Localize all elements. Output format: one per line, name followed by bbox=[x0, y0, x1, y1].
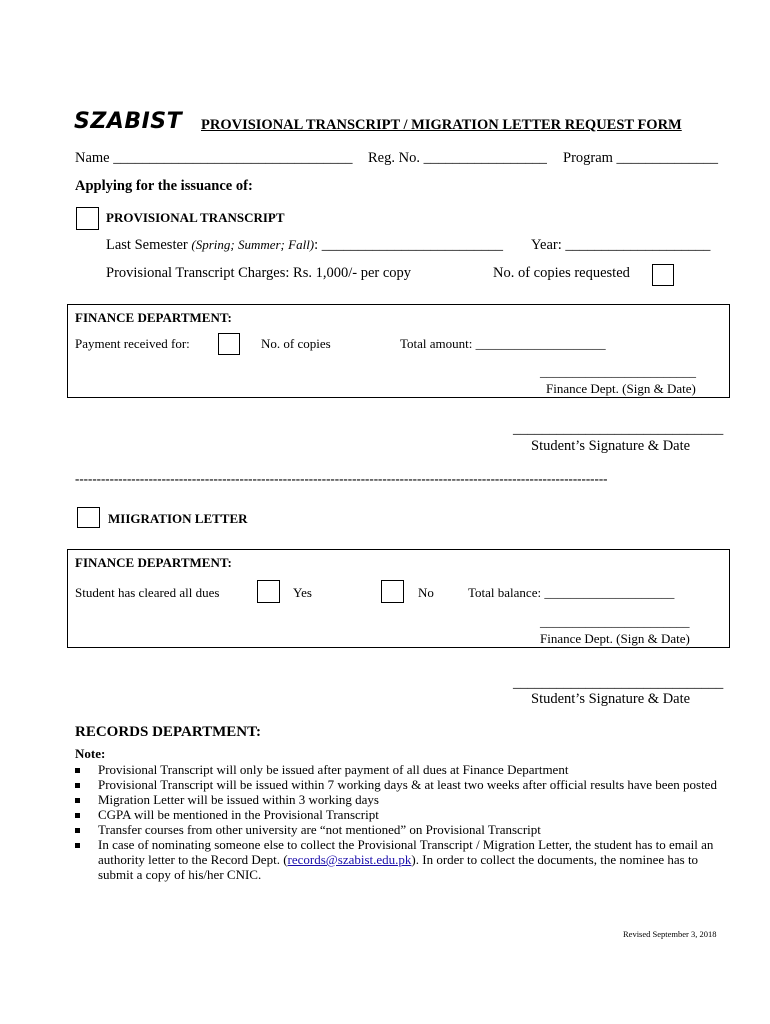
name-field[interactable]: Name _________________________________ bbox=[75, 150, 353, 166]
list-item: In case of nominating someone else to collect the Provisional Transcript / Migration Letter, the student has to email an authority letter to the Record Dept. (records@szabist.edu.pk). In order to collect the documents, the nominee has to submit a copy of his/her CNIC. bbox=[75, 837, 725, 882]
list-item: Migration Letter will be issued within 3 working days bbox=[75, 792, 725, 807]
note-label: Note: bbox=[75, 746, 106, 761]
bullet-icon bbox=[75, 768, 80, 773]
reg-no-field[interactable]: Reg. No. _________________ bbox=[368, 150, 547, 166]
program-field[interactable]: Program ______________ bbox=[563, 150, 719, 166]
finance-sign-line[interactable]: ________________________ bbox=[540, 364, 696, 379]
section-separator: --------------------------------------------------------------------------------------------------------------------------- bbox=[75, 471, 608, 486]
list-item: Transfer courses from other university are “not mentioned” on Provisional Transcript bbox=[75, 822, 725, 837]
last-semester-label: Last Semester bbox=[106, 237, 188, 253]
student-signature-label: Student’s Signature & Date bbox=[531, 438, 691, 454]
migration-letter-checkbox[interactable] bbox=[77, 507, 100, 528]
yes-label: Yes bbox=[293, 585, 312, 600]
finance-heading-2: FINANCE DEPARTMENT: bbox=[75, 555, 232, 570]
finance-sign-label-2: Finance Dept. (Sign & Date) bbox=[540, 631, 690, 646]
bullet-icon bbox=[75, 813, 80, 818]
student-signature-label-2: Student’s Signature & Date bbox=[531, 691, 691, 707]
notes-list bbox=[75, 762, 725, 882]
provisional-transcript-label: PROVISIONAL TRANSCRIPT bbox=[106, 210, 285, 225]
records-heading: RECORDS DEPARTMENT: bbox=[75, 724, 262, 740]
bullet-icon bbox=[75, 843, 80, 848]
revised-date: Revised September 3, 2018 bbox=[623, 929, 717, 939]
bullet-icon bbox=[75, 783, 80, 788]
list-item: Provisional Transcript will only be issued after payment of all dues at Finance Department bbox=[75, 762, 725, 777]
copies-requested-box[interactable] bbox=[652, 264, 674, 286]
bullet-icon bbox=[75, 798, 80, 803]
total-amount-field[interactable]: Total amount: ____________________ bbox=[400, 336, 606, 351]
payment-received-label: Payment received for: bbox=[75, 336, 190, 351]
applying-heading: Applying for the issuance of: bbox=[75, 178, 253, 194]
list-item: CGPA will be mentioned in the Provisional Transcript bbox=[75, 807, 725, 822]
semester-hint: (Spring; Summer; Fall) bbox=[191, 237, 315, 252]
year-field[interactable]: Year: ____________________ bbox=[531, 237, 711, 253]
last-semester-field[interactable] bbox=[106, 237, 503, 254]
cleared-dues-label: Student has cleared all dues bbox=[75, 585, 220, 600]
yes-checkbox[interactable] bbox=[257, 580, 280, 603]
no-of-copies-label: No. of copies bbox=[261, 336, 331, 351]
payment-received-checkbox[interactable] bbox=[218, 333, 240, 355]
list-item: Provisional Transcript will be issued within 7 working days & at least two weeks after official results have been posted bbox=[75, 777, 725, 792]
copies-requested-label: No. of copies requested bbox=[493, 265, 630, 281]
finance-sign-label: Finance Dept. (Sign & Date) bbox=[546, 381, 696, 396]
total-balance-field[interactable]: Total balance: ____________________ bbox=[468, 585, 675, 600]
records-email-link[interactable]: records@szabist.edu.pk bbox=[287, 852, 412, 867]
no-label: No bbox=[418, 585, 434, 600]
finance-heading: FINANCE DEPARTMENT: bbox=[75, 310, 232, 325]
szabist-logo: SZABIST bbox=[74, 109, 183, 134]
student-signature-line-2[interactable]: _____________________________ bbox=[513, 675, 724, 691]
finance-sign-line-2[interactable]: _______________________ bbox=[540, 614, 690, 629]
bullet-icon bbox=[75, 828, 80, 833]
provisional-transcript-checkbox[interactable] bbox=[76, 207, 99, 230]
charges-text: Provisional Transcript Charges: Rs. 1,000/- per copy bbox=[106, 265, 412, 281]
no-checkbox[interactable] bbox=[381, 580, 404, 603]
student-signature-line[interactable]: _____________________________ bbox=[513, 421, 724, 437]
form-title: PROVISIONAL TRANSCRIPT / MIGRATION LETTER REQUEST FORM bbox=[201, 117, 682, 133]
semester-line: : _________________________ bbox=[314, 237, 504, 253]
migration-letter-label: MIIGRATION LETTER bbox=[108, 511, 248, 526]
